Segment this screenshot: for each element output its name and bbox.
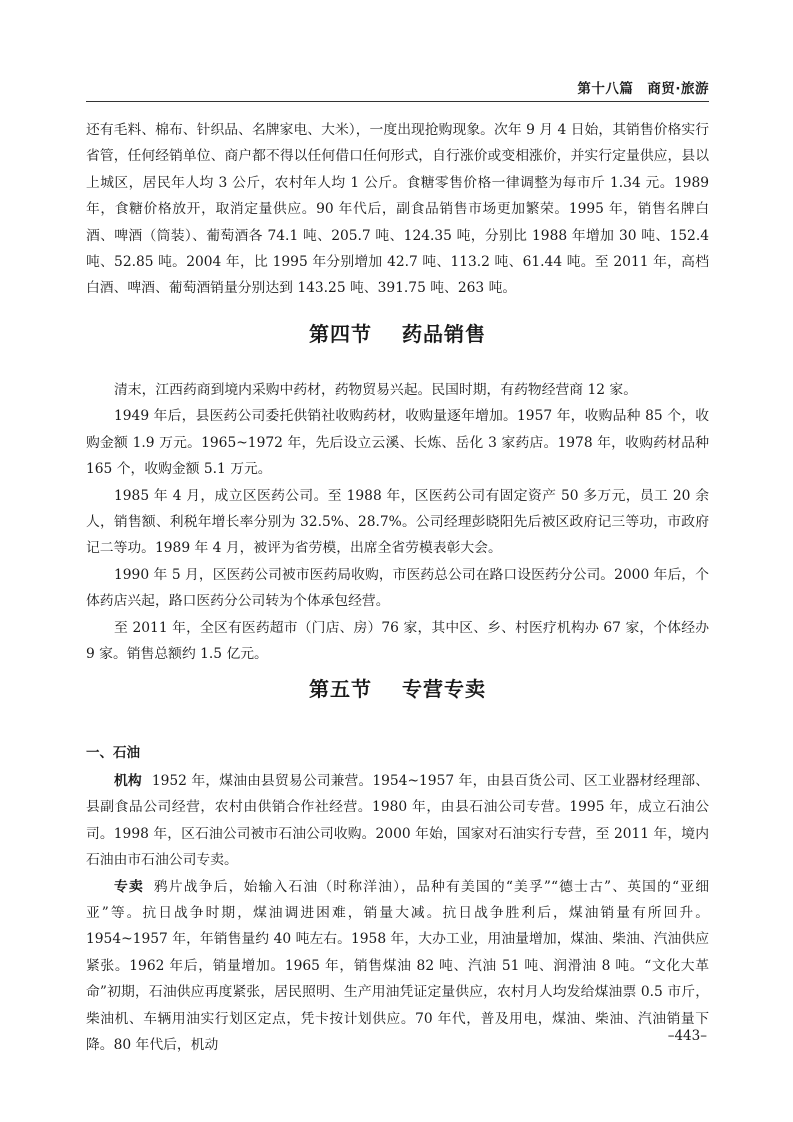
item-monopoly: [86, 874, 709, 1059]
section-4-paragraph: 至 2011 年，全区有医药超市（门店、房）76 家，其中区、乡、村医疗机构办 67 家，个体经办 9 家。销售总额约 1.5 亿元。: [86, 619, 709, 663]
item-institution: [86, 768, 709, 874]
section-4-number: 第四节: [309, 322, 372, 346]
section-4-paragraph: 1985 年 4 月，成立区医药公司。至 1988 年，区医药公司有固定资产 50 多万元，员工 20 余人，销售额、利税年增长率分别为 32.5%、28.7%。公司经理彭晓阳先后被区政府记三等功，市政府记二等功。1989 年 4 月，被评为省劳模，出席全省劳模表彰大会。: [86, 487, 709, 557]
section-4-paragraph: 清末，江西药商到境内采购中药材，药物贸易兴起。民国时期，有药物经营商 12 家。: [114, 382, 638, 398]
item-monopoly-label: 专卖: [114, 878, 144, 895]
section-4-title: [86, 318, 709, 347]
section-4-paragraph: 1949 年后，县医药公司委托供销社收购药材，收购量逐年增加。1957 年，收购品种 85 个，收购金额 1.9 万元。1965~1972 年，先后设立云溪、长炼、岳化 3 家药店。1978 年，收购药材品种 165 个，收购金额 5.1 万元。: [86, 408, 709, 478]
subheading-petroleum: 一、石油: [86, 745, 140, 761]
intro-block: [86, 117, 709, 302]
section-5-number: 第五节: [309, 677, 372, 701]
section-5-title: [86, 673, 709, 702]
item-institution-label: 机构: [114, 773, 142, 789]
page-number: –443–: [667, 1028, 707, 1044]
item-monopoly-text: 鸦片战争后，始输入石油（时称洋油），品种有美国的“美孚”“德士古”、英国的“亚细亚”等。抗日战争时期，煤油调进困难，销量大减。抗日战争胜利后，煤油销量有所回升。1954~1957 年，年销售量约 40 吨左右。1958 年，大办工业，用油量增加，煤油、柴油、汽油供应紧张。1962 年后，销量增加。1965 年，销售煤油 82 吨、汽油 51 吨、润滑油 8 吨。“文化大革命”初期，石油供应再度紧张，居民照明、生产用油凭证定量供应，农村月人均发给煤油票 0.5 市斤，柴油机、车辆用油实行划区定点，凭卡按计划供应。70 年代，普及用电，煤油、柴油、汽油销量下降。80 年代后，机动: [86, 878, 709, 1054]
intro-paragraph: 还有毛料、棉布、针织品、名牌家电、大米），一度出现抢购现象。次年 9 月 4 日始，其销售价格实行省管，任何经销单位、商户都不得以任何借口任何形式，自行涨价或变相涨价，并实行定量供应，县以上城区，居民年人均 3 公斤，农村年人均 1 公斤。食糖零售价格一律调整为每市斤 1.34 元。1989 年，食糖价格放开，取消定量供应。90 年代后，副食品销售市场更加繁荣。1995 年，销售名牌白酒、啤酒（筒装）、葡萄酒各 74.1 吨、205.7 吨、124.35 吨，分别比 1988 年增加 30 吨、152.4 吨、52.85 吨。2004 年，比 1995 年分别增加 42.7 吨、113.2 吨、61.44 吨。至 2011 年，高档白酒、啤酒、葡萄酒销量分别达到 143.25 吨、391.75 吨、263 吨。: [86, 122, 709, 297]
running-head: 第十八篇 商贸·旅游: [577, 81, 709, 97]
section-4-name: 药品销售: [402, 322, 486, 346]
section-4-body: [86, 377, 709, 667]
section-5-body: [86, 768, 709, 1058]
section-4-paragraph: 1990 年 5 月，区医药公司被市医药局收购，市医药总公司在路口设医药分公司。2000 年后，个体药店兴起，路口医药分公司转为个体承包经营。: [86, 566, 709, 610]
section-5-name: 专营专卖: [402, 677, 486, 701]
header-rule: [86, 101, 709, 102]
item-institution-text: 1952 年，煤油由县贸易公司兼营。1954~1957 年，由县百货公司、区工业器材经理部、县副食品公司经营，农村由供销合作社经营。1980 年，由县石油公司专营。1995 年，成立石油公司。1998 年，区石油公司被市石油公司收购。2000 年始，国家对石油实行专营，至 2011 年，境内石油由市石油公司专卖。: [86, 773, 710, 869]
